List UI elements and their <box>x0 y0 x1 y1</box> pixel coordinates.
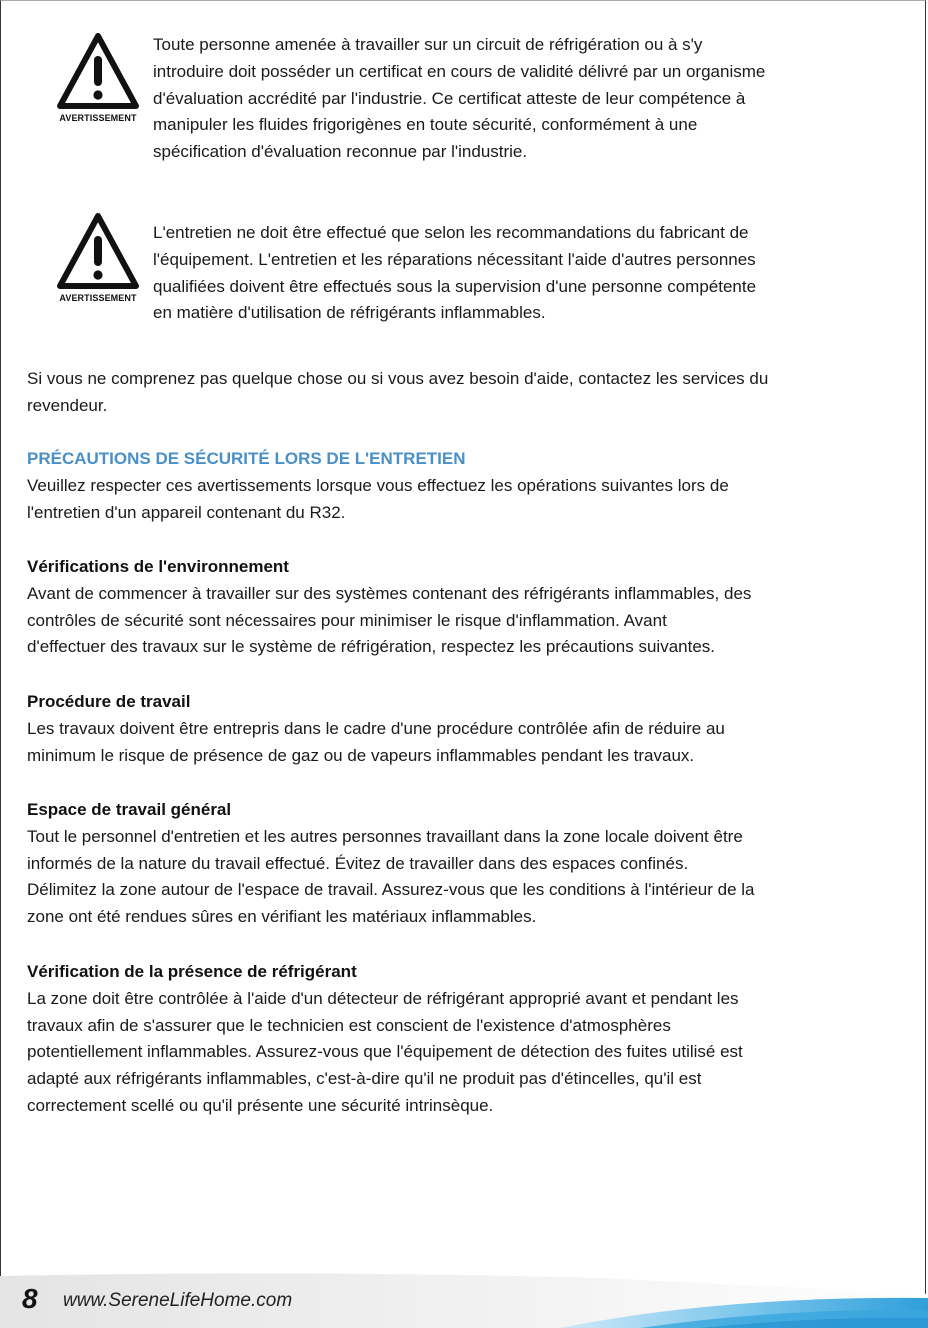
text-line: adapté aux réfrigérants inflammables, c'est-à-dire qu'il ne produit pas d'étincelles, qu'il est <box>27 1069 702 1089</box>
text-line: spécification d'évaluation reconnue par l'industrie. <box>153 142 528 162</box>
text-line: zone ont été rendues sûres en vérifiant les matériaux inflammables. <box>27 907 537 927</box>
section-environment <box>27 554 907 661</box>
section-heading: Vérifications de l'environnement <box>27 557 289 576</box>
precautions-section <box>27 446 907 526</box>
text-line: correctement scellé ou qu'il présente une sécurité intrinsèque. <box>27 1095 494 1115</box>
text-line: introduire doit posséder un certificat en cours de validité délivré par un organisme <box>153 61 766 81</box>
warning-triangle-icon <box>56 212 140 292</box>
text-line: Tout le personnel d'entretien et les autres personnes travaillant dans la zone locale doivent être <box>27 826 743 846</box>
text-line: d'évaluation accrédité par l'industrie. Ce certificat atteste de leur compétence à <box>153 88 746 108</box>
section-refrigerant-check <box>27 959 907 1120</box>
text-line: d'effectuer des travaux sur le système de réfrigération, respectez les précautions suivantes. <box>27 637 716 657</box>
text-line: minimum le risque de présence de gaz ou de vapeurs inflammables pendant les travaux. <box>27 745 695 765</box>
page-number: 8 <box>22 1283 38 1314</box>
text-line: manipuler les fluides frigorigènes en toute sécurité, conformément à une <box>153 115 698 135</box>
text-line: revendeur. <box>27 395 108 415</box>
text-line: travaux afin de s'assurer que le technicien est conscient de l'existence d'atmosphères <box>27 1015 671 1035</box>
text-line: Toute personne amenée à travailler sur un circuit de réfrigération ou à s'y <box>153 35 703 54</box>
warning-text-2 <box>153 220 903 327</box>
text-line: La zone doit être contrôlée à l'aide d'un détecteur de réfrigérant approprié avant et pendant les <box>27 988 739 1008</box>
section-heading: Espace de travail général <box>27 800 232 819</box>
text-line: Délimitez la zone autour de l'espace de travail. Assurez-vous que les conditions à l'intérieur de la <box>27 880 755 900</box>
warning-icon-wrap <box>52 32 144 123</box>
text-line: Si vous ne comprenez pas quelque chose ou si vous avez besoin d'aide, contactez les services du <box>27 369 769 388</box>
warning-triangle-icon <box>56 32 140 112</box>
section-heading: Procédure de travail <box>27 692 191 711</box>
text-line: qualifiées doivent être effectués sous la supervision d'une personne compétente <box>153 276 757 296</box>
warning-icon-wrap <box>52 212 144 303</box>
section-work-procedure <box>27 689 907 769</box>
text-line: Veuillez respecter ces avertissements lorsque vous effectuez les opérations suivantes lors de <box>27 475 729 495</box>
text-line: potentiellement inflammables. Assurez-vous que l'équipement de détection des fuites utilisé est <box>27 1042 743 1062</box>
warning-text-1 <box>153 32 903 166</box>
section-heading: Vérification de la présence de réfrigérant <box>27 962 357 981</box>
text-line: Les travaux doivent être entrepris dans le cadre d'une procédure contrôlée afin de réduire au <box>27 718 725 738</box>
intro-paragraph <box>27 366 907 420</box>
text-line: informés de la nature du travail effectué. Évitez de travailler dans des espaces confinés. <box>27 853 689 873</box>
text-line: contrôles de sécurité sont nécessaires pour minimiser le risque d'inflammation. Avant <box>27 610 667 630</box>
text-line: l'équipement. L'entretien et les réparations nécessitant l'aide d'autres personnes <box>153 249 756 269</box>
warning-caption: AVERTISSEMENT <box>59 293 137 303</box>
text-line: en matière d'utilisation de réfrigérants inflammables. <box>153 303 546 323</box>
text-line: L'entretien ne doit être effectué que selon les recommandations du fabricant de <box>153 223 749 242</box>
section-heading: PRÉCAUTIONS DE SÉCURITÉ LORS DE L'ENTRETIEN <box>27 449 466 468</box>
footer-url[interactable]: www.SereneLifeHome.com <box>63 1290 293 1311</box>
warning-caption: AVERTISSEMENT <box>59 113 137 123</box>
section-general-workspace <box>27 797 907 931</box>
text-line: Avant de commencer à travailler sur des systèmes contenant des réfrigérants inflammables, des <box>27 583 752 603</box>
text-line: l'entretien d'un appareil contenant du R32. <box>27 502 346 522</box>
